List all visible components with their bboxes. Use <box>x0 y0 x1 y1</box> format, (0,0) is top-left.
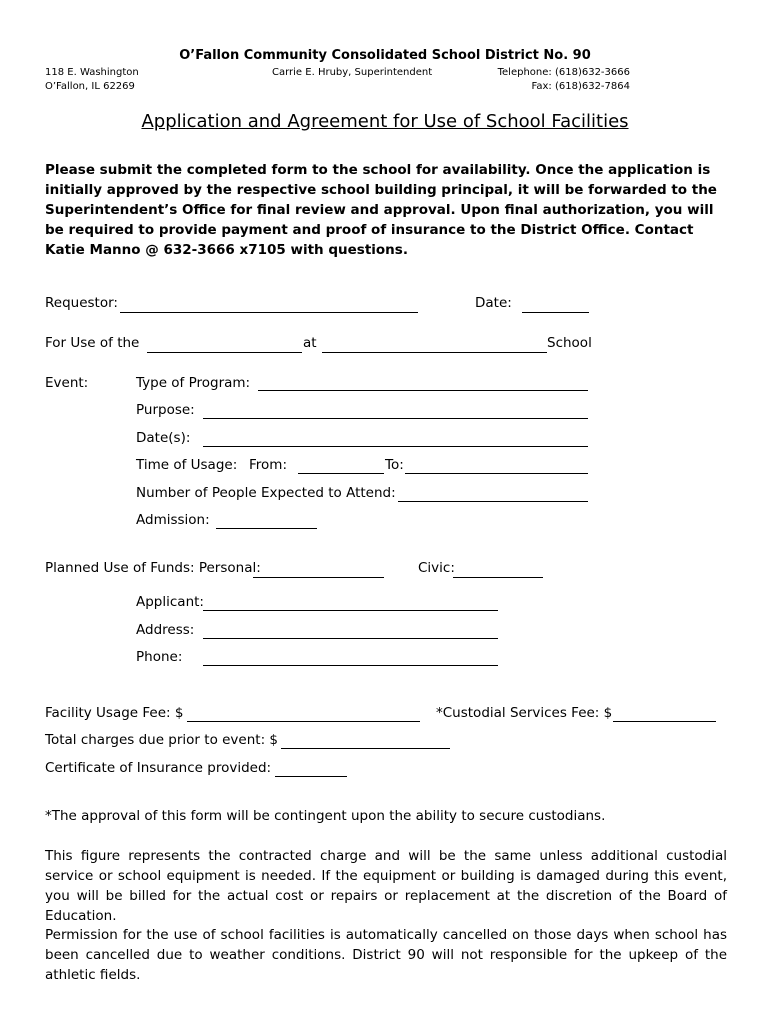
fax: Fax: (618)632-7864 <box>531 81 630 92</box>
custodial-fee-field[interactable] <box>613 721 716 722</box>
people-expected-field[interactable] <box>398 501 588 502</box>
address-line2: O’Fallon, IL 62269 <box>45 81 135 92</box>
address-label: Address: <box>136 622 195 638</box>
planned-use-label: Planned Use of Funds: Personal: <box>45 560 261 576</box>
address-line1: 118 E. Washington <box>45 67 139 78</box>
custodial-fee-label: *Custodial Services Fee: $ <box>436 705 613 721</box>
dates-field[interactable] <box>203 446 588 447</box>
school-field[interactable] <box>322 352 547 353</box>
date-label: Date: <box>475 295 512 311</box>
permission-note: Permission for the use of school facilities is automatically cancelled on those days when school has been cancelled due to weather conditions. District 90 will not responsible for the upkeep of the athletic fields. <box>45 927 727 983</box>
personal-field[interactable] <box>253 577 384 578</box>
from-field[interactable] <box>298 473 384 474</box>
figure-note: This figure represents the contracted charge and will be the same unless additional custodial service or school equipment is needed. If the equipment or building is damaged during this event, you will be billed for the actual cost or repairs or replacement at the discretion of the Board of Education. <box>45 848 727 924</box>
purpose-field[interactable] <box>203 418 588 419</box>
phone-field[interactable] <box>203 665 498 666</box>
type-of-program-label: Type of Program: <box>136 375 251 391</box>
district-name: O’Fallon Community Consolidated School District No. 90 <box>179 48 591 63</box>
telephone: Telephone: (618)632-3666 <box>497 67 630 78</box>
admission-field[interactable] <box>216 528 317 529</box>
facility-fee-field[interactable] <box>187 721 420 722</box>
to-label: To: <box>385 457 404 473</box>
civic-label: Civic: <box>418 560 455 576</box>
total-charges-label: Total charges due prior to event: $ <box>45 732 279 748</box>
at-label: at <box>303 335 317 351</box>
admission-label: Admission: <box>136 512 210 528</box>
date-field[interactable] <box>522 312 589 313</box>
to-field[interactable] <box>405 473 588 474</box>
purpose-label: Purpose: <box>136 402 195 418</box>
page-title: Application and Agreement for Use of School Facilities <box>141 111 629 132</box>
address-field[interactable] <box>203 638 498 639</box>
total-charges-field[interactable] <box>281 748 450 749</box>
for-use-field[interactable] <box>147 352 302 353</box>
requestor-label: Requestor: <box>45 295 118 311</box>
certificate-field[interactable] <box>275 776 347 777</box>
for-use-label: For Use of the <box>45 335 140 351</box>
applicant-field[interactable] <box>203 610 498 611</box>
applicant-label: Applicant: <box>136 594 204 610</box>
approval-note: *The approval of this form will be contingent upon the ability to secure custodians. <box>45 808 606 824</box>
from-label: From: <box>249 457 287 473</box>
phone-label: Phone: <box>136 649 183 665</box>
civic-field[interactable] <box>453 577 543 578</box>
superintendent: Carrie E. Hruby, Superintendent <box>272 67 433 78</box>
event-label: Event: <box>45 375 89 391</box>
facility-fee-label: Facility Usage Fee: $ <box>45 705 184 721</box>
intro-paragraph: Please submit the completed form to the school for availability. Once the application is initially approved by the respective school building principal, it will be forwarded to the Superintendent’s Office for final review and approval. Upon final authorization, you will be required to provide payment and proof of insurance to the District Office. Contact Katie Manno @ 632-3666 x7105 with questions. <box>45 162 717 258</box>
certificate-label: Certificate of Insurance provided: <box>45 760 272 776</box>
type-of-program-field[interactable] <box>258 390 588 391</box>
requestor-field[interactable] <box>120 312 418 313</box>
people-expected-label: Number of People Expected to Attend: <box>136 485 396 501</box>
time-of-usage-label: Time of Usage: <box>136 457 238 473</box>
dates-label: Date(s): <box>136 430 191 446</box>
school-label: School <box>547 335 592 351</box>
